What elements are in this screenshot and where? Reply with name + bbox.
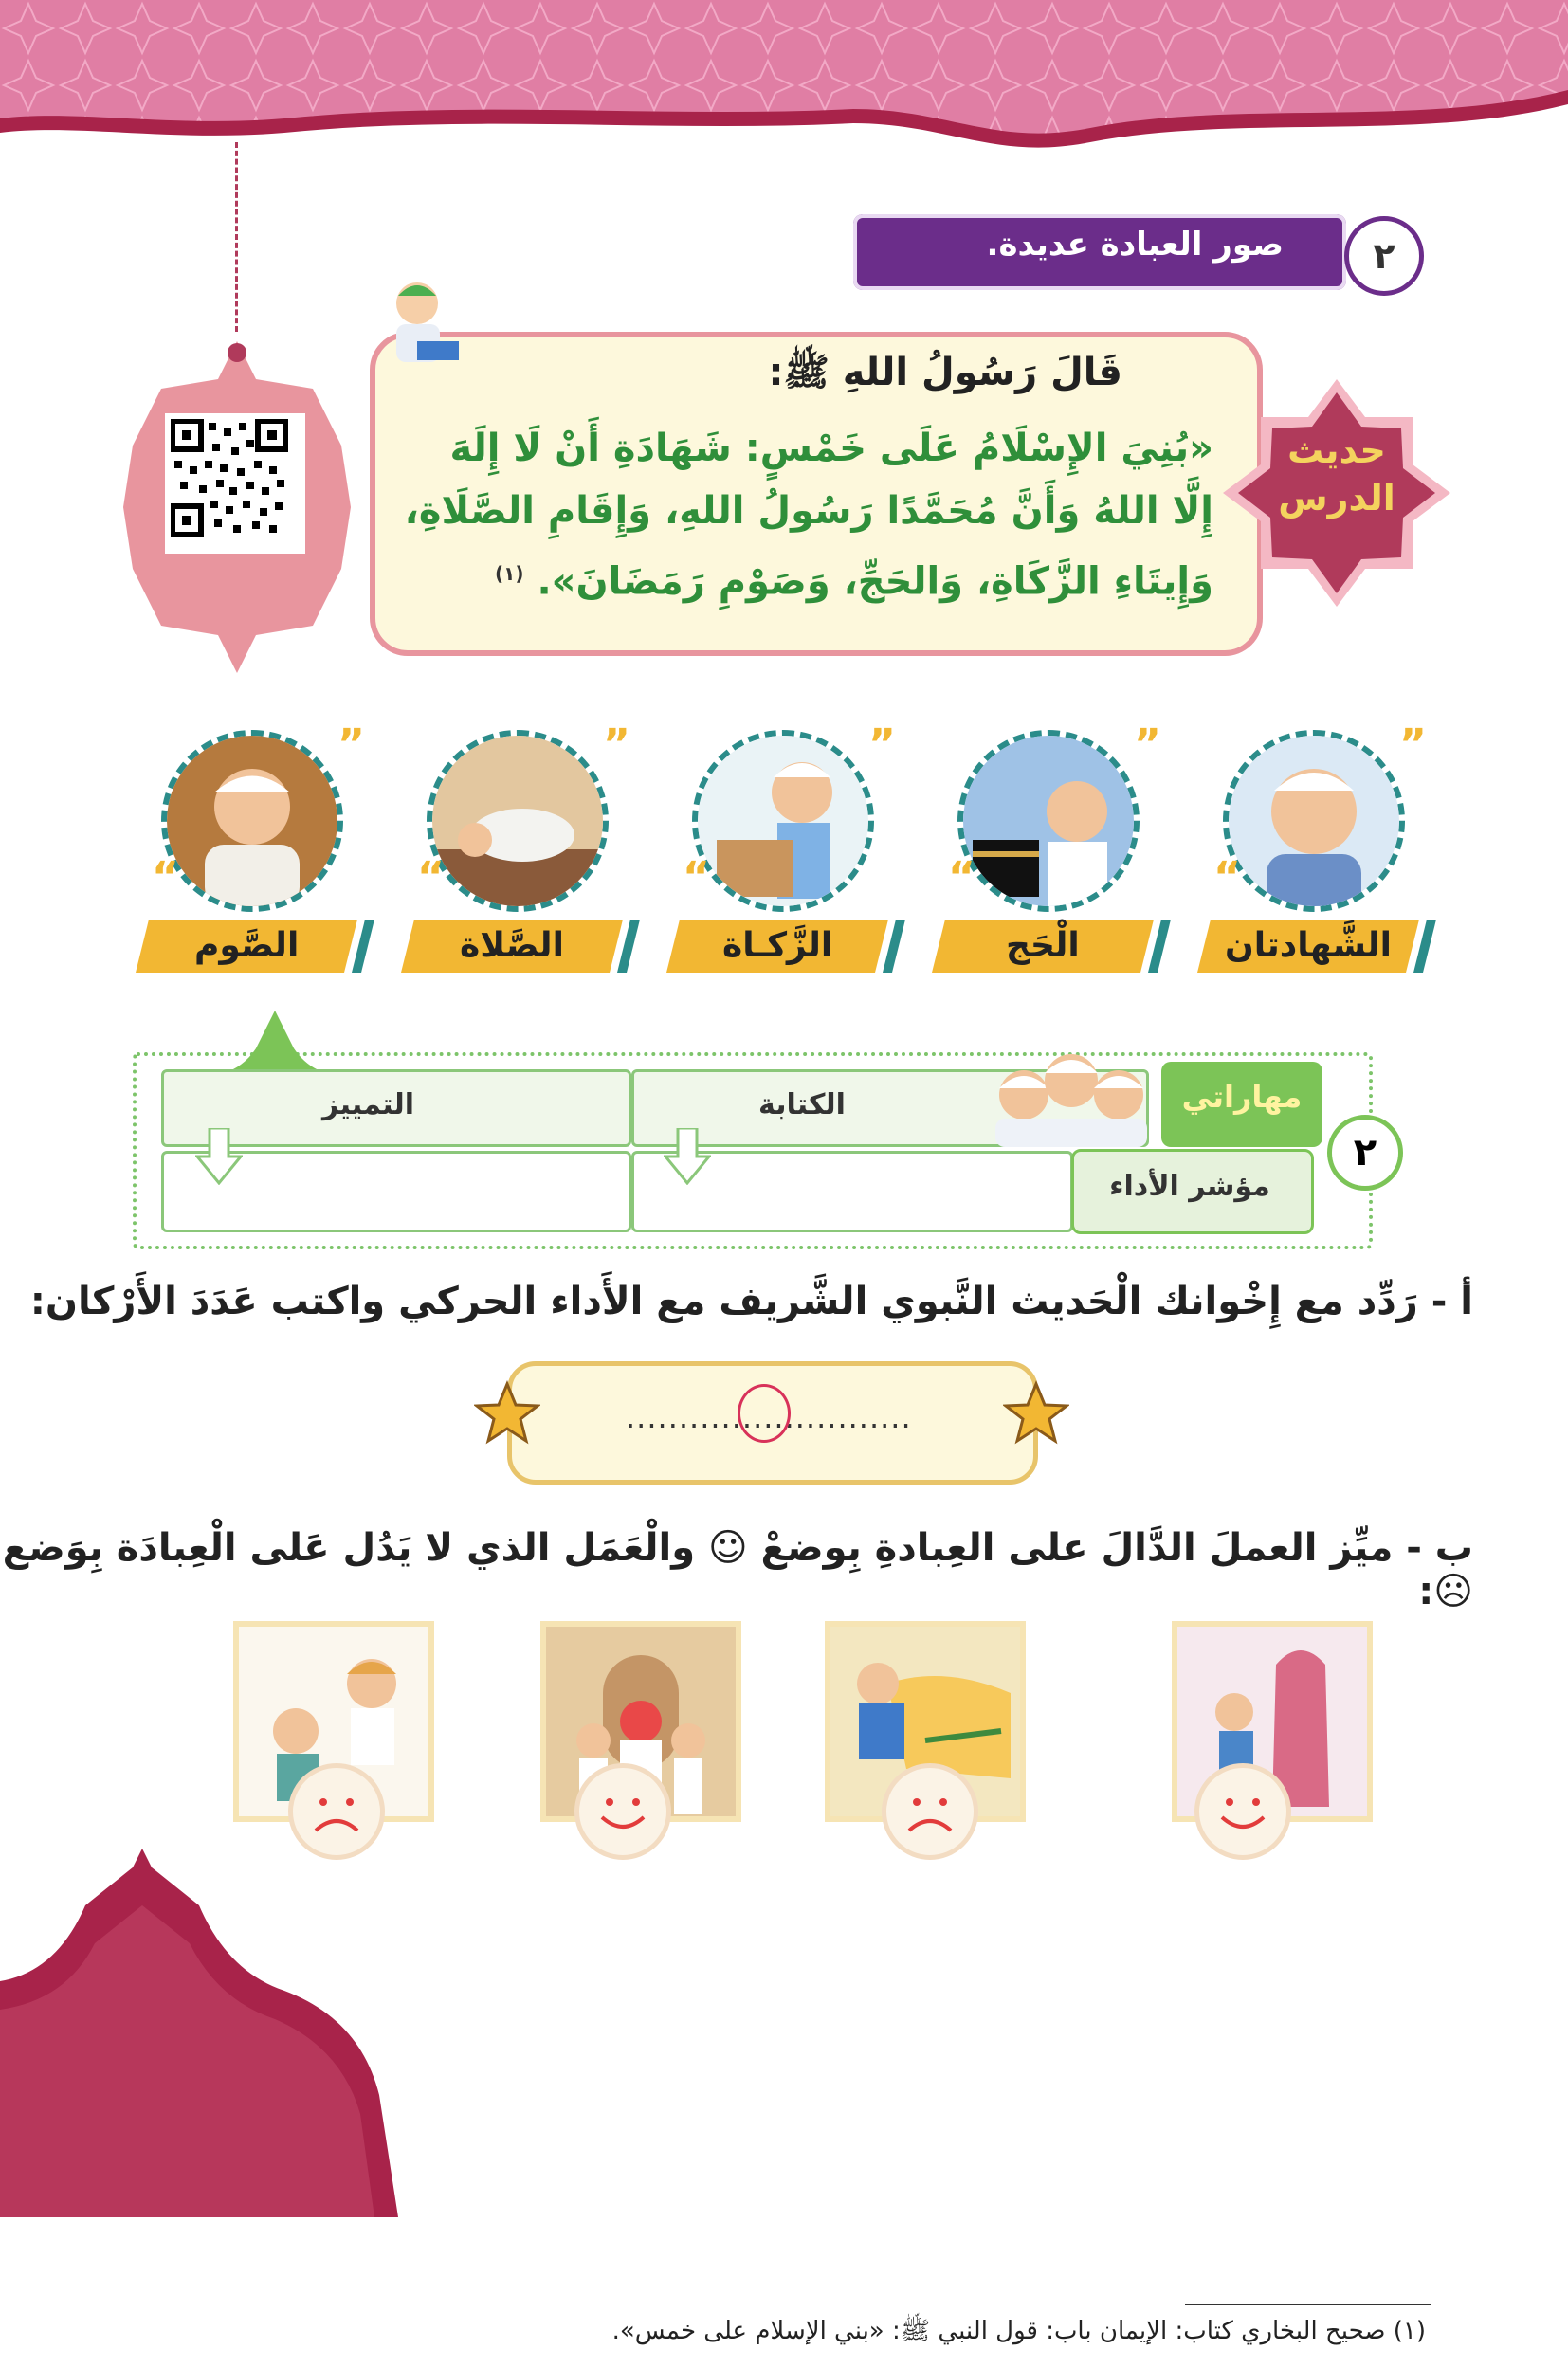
quote-icon: ” xyxy=(603,720,630,769)
hadith-intro: قَالَ رَسُولُ اللهِ ﷺ: xyxy=(768,351,1122,394)
footnote-rule xyxy=(1185,2304,1431,2305)
pillar-label: الزَّكـاة xyxy=(666,920,888,973)
page-number: ٥٧ xyxy=(104,2324,151,2368)
hadith-body: «بُنِيَ الإِسْلَامُ عَلَى خَمْسٍ: شَهَادَةِ أَنْ لَا إِلَهَ إِلَّا اللهُ وَأَنَّ مُحَمَّدًا رَسُولُ اللهِ، وَإِقَامِ الصَّلَاةِ، وَإِيتَاءِ الزَّكَاةِ، وَالحَجِّ، وَصَوْمِ رَمَضَانَ». xyxy=(404,427,1213,604)
pillar-salah xyxy=(408,720,630,995)
pillar-image xyxy=(161,730,343,912)
quote-icon: “ xyxy=(152,853,179,902)
pillar-image xyxy=(957,730,1140,912)
answer-dots: ........................... xyxy=(626,1399,912,1435)
mosque-dome-ornament xyxy=(0,1849,398,2217)
children-icon xyxy=(986,1043,1157,1147)
down-arrow-icon xyxy=(664,1128,711,1185)
skill-writing-label: الكتابة xyxy=(758,1088,846,1121)
question-b: ب - ميِّز العملَ الدَّالَ على العِبادةِ بِوضعْ ☺ والْعَمَل الذي لا يَدُل عَلى الْعِبادَة بِوَضع ☹: xyxy=(2,1526,1473,1613)
pillar-image xyxy=(1223,730,1405,912)
pillar-image xyxy=(427,730,609,912)
quote-icon: “ xyxy=(417,853,445,902)
quote-icon: “ xyxy=(683,853,710,902)
smile-face-icon[interactable] xyxy=(1194,1763,1291,1860)
quote-icon: ” xyxy=(1399,720,1427,769)
pillar-label: الصَّلاة xyxy=(401,920,623,973)
hanging-line xyxy=(235,142,238,332)
quote-icon: “ xyxy=(948,853,975,902)
question-a: أ - رَدِّد مع إِخْوانك الْحَديث النَّبوي الشَّريف مع الأَداء الحركي واكتب عَدَدَ الأَرْكان: xyxy=(29,1280,1473,1323)
lesson-number-badge: ٢ xyxy=(1344,216,1424,296)
skills-number-badge: ٢ xyxy=(1327,1115,1403,1191)
skills-dome-ornament xyxy=(199,1011,351,1077)
quote-icon: ” xyxy=(868,720,896,769)
handwritten-circle xyxy=(738,1384,791,1443)
quote-icon: ” xyxy=(1134,720,1161,769)
skill-distinguish-label: التمييز xyxy=(322,1088,415,1121)
hadith-label-line2: الدرس xyxy=(1278,477,1395,519)
hadith-label-line1: حديث xyxy=(1287,429,1386,471)
frown-face-icon[interactable] xyxy=(288,1763,385,1860)
quote-icon: “ xyxy=(1213,853,1241,902)
pillar-shahada xyxy=(1204,720,1427,995)
pillar-hajj xyxy=(939,720,1161,995)
down-arrow-icon xyxy=(195,1128,243,1185)
qr-code-icon[interactable] xyxy=(165,413,305,554)
star-icon xyxy=(474,1380,540,1447)
hadith-text xyxy=(398,417,1213,612)
smile-face-icon[interactable] xyxy=(574,1763,671,1860)
pillar-label: الْحَج xyxy=(932,920,1154,973)
footnote: (١) صحيح البخاري كتاب: الإيمان باب: قول النبي ﷺ: «بني الإسلام على خمس». xyxy=(611,2317,1426,2345)
pillar-zakat xyxy=(673,720,896,995)
skills-badge-label: مهاراتي xyxy=(1181,1079,1303,1115)
pillar-image xyxy=(692,730,874,912)
pillar-label: الشَّهادتان xyxy=(1197,920,1419,973)
hadith-label xyxy=(1242,427,1431,521)
reading-boy-icon xyxy=(379,275,465,379)
frown-face-icon[interactable] xyxy=(882,1763,978,1860)
pillar-sawm xyxy=(142,720,365,995)
star-icon xyxy=(1003,1380,1069,1447)
quote-icon: ” xyxy=(337,720,365,769)
performance-indicator-label: مؤشر الأداء xyxy=(1109,1170,1270,1203)
footnote-ref: (١) xyxy=(495,562,524,585)
pillar-label: الصَّوم xyxy=(136,920,357,973)
lesson-title: صور العبادة عديدة. xyxy=(986,226,1284,264)
